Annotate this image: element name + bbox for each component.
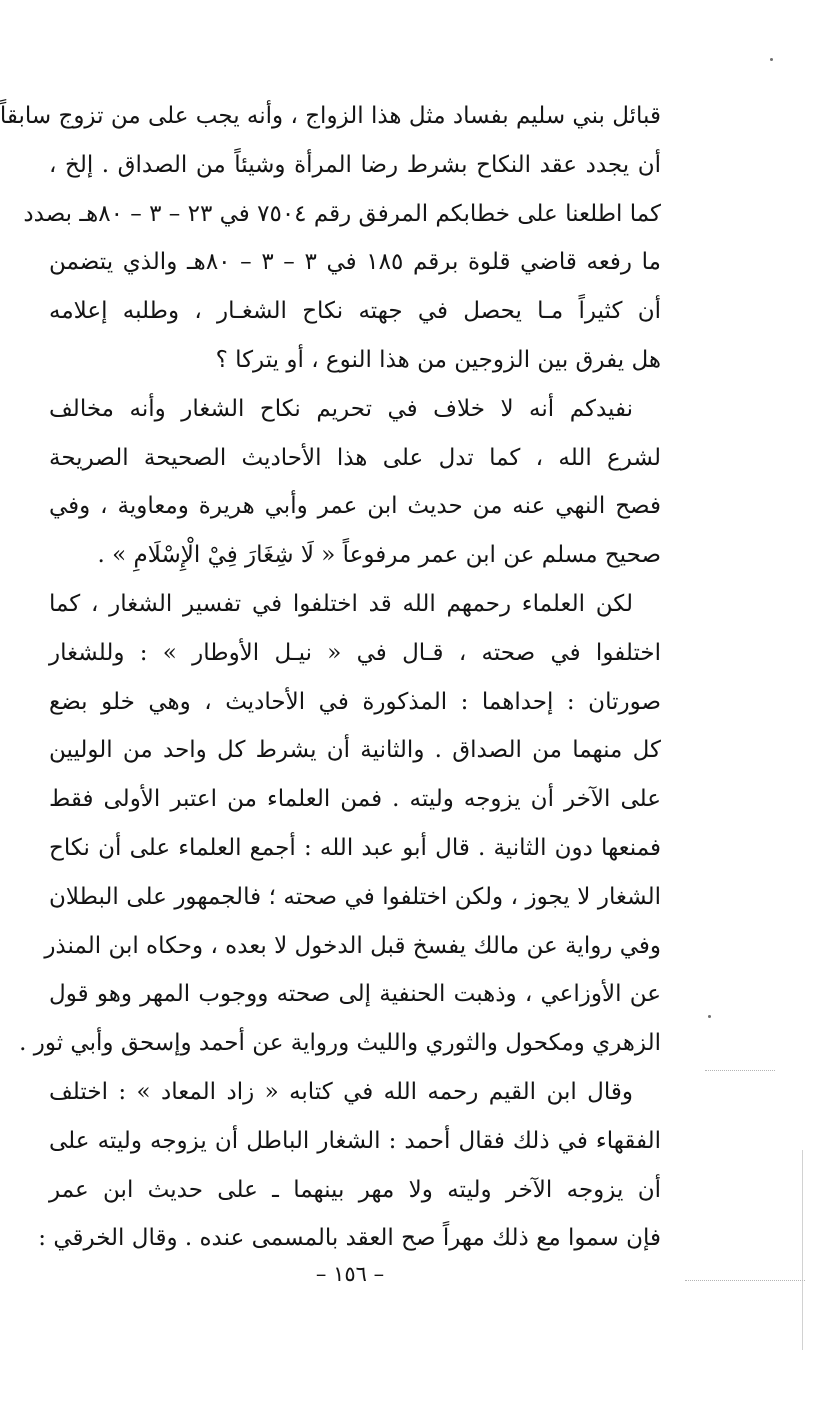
text-line-11: لكن العلماء رحمهم الله قد اختلفوا في تفسير الشغار ، كما (49, 590, 633, 617)
page-number: – ١٥٦ – (315, 1262, 385, 1286)
scan-speck (770, 58, 773, 61)
text-line-9: فصح النهي عنه من حديث ابن عمر وأبي هريرة ومعاوية ، وفي (49, 493, 661, 520)
text-line-21: وقال ابن القيم رحمه الله في كتابه « زاد المعاد » : اختلف (49, 1078, 633, 1105)
scan-speck (708, 1015, 711, 1018)
body-text (0, 92, 661, 1263)
text-line-23: أن يزوجه الآخر وليته ولا مهر بينهما ـ على حديث ابن عمر (49, 1176, 661, 1203)
text-line-6: هل يفرق بين الزوجين من هذا النوع ، أو يتركا ؟ (215, 346, 661, 373)
text-line-1: قبائل بني سليم بفساد مثل هذا الزواج ، وأنه يجب على من تزوج سابقاً (0, 103, 661, 129)
text-line-2: أن يجدد عقد النكاح بشرط رضا المرأة وشيئاً من الصداق . إلخ ، (49, 151, 661, 178)
text-line-10: صحيح مسلم عن ابن عمر مرفوعاً « لَا شِغَارَ فِيْ الْإِسْلَامِ » . (97, 542, 661, 569)
text-line-18: وفي رواية عن مالك يفسخ قبل الدخول لا بعده ، وحكاه ابن المنذر (44, 932, 661, 959)
text-line-12: اختلفوا في صحته ، قـال في « نيـل الأوطار » : وللشغار (49, 639, 661, 666)
text-line-5: أن كثيراً مـا يحصل في جهته نكاح الشغـار ، وطلبه إعلامه (49, 298, 661, 325)
text-line-22: الفقهاء في ذلك فقال أحمد : الشغار الباطل أن يزوجه وليته على (49, 1127, 661, 1154)
text-line-20: الزهري ومكحول والثوري والليث ورواية عن أحمد وإسحق وأبي ثور . (19, 1030, 661, 1057)
text-line-19: عن الأوزاعي ، وذهبت الحنفية إلى صحته ووجوب المهر وهو قول (49, 981, 661, 1008)
text-line-3: كما اطلعنا على خطابكم المرفق رقم ٧٥٠٤ في ٢٣ – ٣ – ٨٠هـ بصدد (23, 200, 661, 227)
text-line-13: صورتان : إحداهما : المذكورة في الأحاديث ، وهي خلو بضع (49, 688, 661, 715)
scan-edge-line (802, 1150, 803, 1350)
text-line-16: فمنعها دون الثانية . قال أبو عبد الله : أجمع العلماء على أن نكاح (49, 834, 661, 861)
text-line-15: على الآخر أن يزوجه وليته . فمن العلماء من اعتبر الأولى فقط (49, 786, 661, 813)
text-line-24: فإن سموا مع ذلك مهراً صح العقد بالمسمى عنده . وقال الخرقي : (38, 1225, 661, 1252)
text-line-17: الشغار لا يجوز ، ولكن اختلفوا في صحته ؛ فالجمهور على البطلان (49, 883, 661, 910)
scan-margin-rule (705, 1070, 775, 1071)
text-line-7: نفيدكم أنه لا خلاف في تحريم نكاح الشغار وأنه مخالف (49, 395, 633, 422)
text-line-4: ما رفعه قاضي قلوة برقم ١٨٥ في ٣ – ٣ – ٨٠هـ والذي يتضمن (49, 249, 661, 276)
text-line-14: كل منهما من الصداق . والثانية أن يشرط كل واحد من الوليين (49, 737, 661, 764)
text-line-8: لشرع الله ، كما تدل على هذا الأحاديث الصحيحة الصريحة (49, 444, 661, 471)
scan-margin-rule (685, 1280, 805, 1281)
